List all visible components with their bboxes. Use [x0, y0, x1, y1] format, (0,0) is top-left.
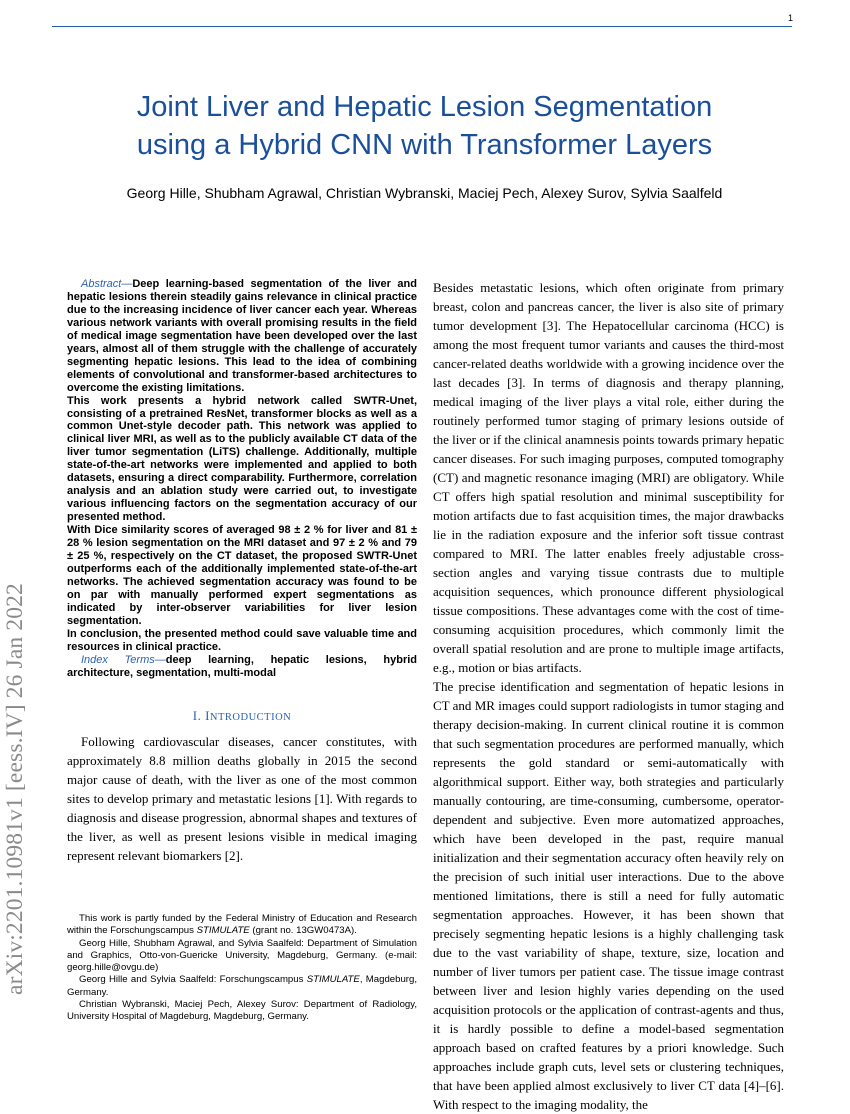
abstract	[67, 278, 417, 680]
title-line-2: using a Hybrid CNN with Transformer Layers	[136, 129, 713, 161]
left-column	[67, 278, 417, 865]
abstract-label: Abstract—	[81, 278, 133, 290]
footnotes	[67, 913, 417, 1024]
abstract-paragraph-4: In conclusion, the presented method could save valuable time and resources in clinical practice.	[67, 627, 417, 653]
introduction-paragraph-1: Following cardiovascular diseases, cancer constitutes, with approximately 8.8 million deaths globally in 2015 the second major cause of death, with the liver as one of the most common sites to develop primary and metastatic lesions [1]. With regards to diagnosis and disease progression, abnormal shapes and textures of the liver, as well as present lesions visible in medical imaging represent relevant biomarkers [2].	[67, 733, 417, 863]
author-list: Georg Hille, Shubham Agrawal, Christian Wybranski, Maciej Pech, Alexey Surov, Sylvia Saalfeld	[126, 185, 723, 201]
header-rule	[52, 26, 792, 27]
footnote-affiliation-3: Christian Wybranski, Maciej Pech, Alexey Surov: Department of Radiology, University Hospital of Magdeburg, Magdeburg, Germany.	[67, 999, 417, 1023]
body-paragraph-1: Besides metastatic lesions, which often originate from primary breast, colon and pancreas cancer, the liver is also site of primary tumor development [3]. The Hepatocellular carcinoma (HCC) is among the most frequent tumor variants and causes the third-most cancer-related deaths worldwide with a growing incidence over the last decades [3]. In terms of diagnosis and therapy planning, medical imaging of the liver plays a vital role, either during the routinely performed tumor staging of primary lesions outside of the liver or if the clinical anamnesis points towards primary hepatic cancer diseases. For such imaging purposes, computed tomography (CT) and magnetic resonance imaging (MRI) are obligatory. While CT offers high spatial resolution and minimal susceptibility for motion artifacts due to fast acquisition times, the major drawbacks lie in the radiation exposure and the inferior soft tissue contrast compared to MRI. The latter enables freely adjustable cross-section angles and varying tissue contrasts due to multiple acquisition sequences, which pronounce different physiological tissue compositions. These advantages come with the cost of time-consuming acquisition procedures, which commonly limit the overall spatial resolution and are prone to multiple image artifacts, e.g., motion or bias artifacts.	[433, 280, 784, 675]
title-line-1: Joint Liver and Hepatic Lesion Segmentation	[136, 91, 713, 123]
body-paragraph-2: The precise identification and segmentation of hepatic lesions in CT and MR images could support radiologists in tumor staging and therapy decision-making. In current clinical routine it is common that such segmentation procedures are performed manually, which represents the gold standard or semi-automatically with algorithmical support. Either way, both strategies and particularly manually contouring, are time-consuming, cumbersome, operator-dependent and subjective. Even more automatized approaches, which have been developed in the past, require manual initialization and their segmentation accuracy often heavily rely on the precision of such initial user interactions. Due to the above mentioned limitations, there is still a need for fully automatic segmentation approaches. However, it has been shown that precisely segmenting hepatic lesions is a highly challenging task due to the vast variability of shape, texture, size, location and number of liver tumors per patient case. The tissue image contrast between liver and lesion highly varies depending on the used acquisition protocols or the application of contrast-agents and thus, it is hardly possible to define a model-based segmentation approach based on crafted features by a priori knowledge. Such approaches include graph cuts, level sets or clustering techniques, that have been applied almost exclusively to liver CT data [4]–[6]. With respect to the imaging modality, the	[433, 679, 784, 1112]
index-terms-label: Index Terms—	[81, 653, 166, 666]
index-terms: Index Terms—deep learning, hepatic lesions, hybrid architecture, segmentation, multi-modal	[67, 653, 417, 679]
abstract-paragraph-1: Abstract—Deep learning-based segmentation of the liver and hepatic lesions therein steadily gains relevance in clinical practice due to the increasing incidence of liver cancer each year. Whereas various network variants with overall promising results in the field of medical image segmentation have been developed over the last years, almost all of them struggle with the challenge of accurately segmenting hepatic lesions. This lead to the idea of combining elements of convolutional and transformer-based architectures to overcome the existing limitations.	[67, 278, 417, 394]
abstract-paragraph-3: With Dice similarity scores of averaged 98 ± 2 % for liver and 81 ± 28 % lesion segmentation on the MRI dataset and 97 ± 2 % and 79 ± 25 %, respectively on the CT dataset, the proposed SWTR-Unet outperforms each of the additionally implemented state-of-the-art networks. The achieved segmentation accuracy was found to be on par with manually performed expert segmentations as indicated by inter-observer variabilities for liver lesion segmentation.	[67, 524, 417, 627]
arxiv-identifier: arXiv:2201.10981v1 [eess.IV] 26 Jan 2022	[2, 583, 28, 995]
footnote-funding: This work is partly funded by the Federal Ministry of Education and Research within the Forschungscampus STIMULATE (grant no. 13GW0473A).	[67, 913, 417, 937]
paper-title	[52, 88, 797, 164]
right-column	[433, 278, 784, 1114]
section-heading-introduction: I. INTRODUCTION	[192, 707, 292, 723]
footnote-affiliation-1: Georg Hille, Shubham Agrawal, and Sylvia Saalfeld: Department of Simulation and Graphics, Otto-von-Guericke University, Magdeburg, Germany. (e-mail: georg.hille@ovgu.de)	[67, 937, 417, 974]
page-number: 1	[787, 13, 793, 23]
footnote-affiliation-2: Georg Hille and Sylvia Saalfeld: Forschungscampus STIMULATE, Magdeburg, Germany.	[67, 974, 417, 998]
abstract-paragraph-2: This work presents a hybrid network called SWTR-Unet, consisting of a pretrained ResNet, transformer blocks as well as a common Unet-style decoder path. This network was applied to clinical liver MRI, as well as to the publicly available CT data of the liver tumor segmentation (LiTS) challenge. Additionally, multiple state-of-the-art networks were implemented and applied to both datasets, ensuring a direct comparability. Furthermore, correlation analysis and an ablation study were carried out, to investigate various influencing factors on the segmentation accuracy of our presented method.	[67, 394, 417, 524]
